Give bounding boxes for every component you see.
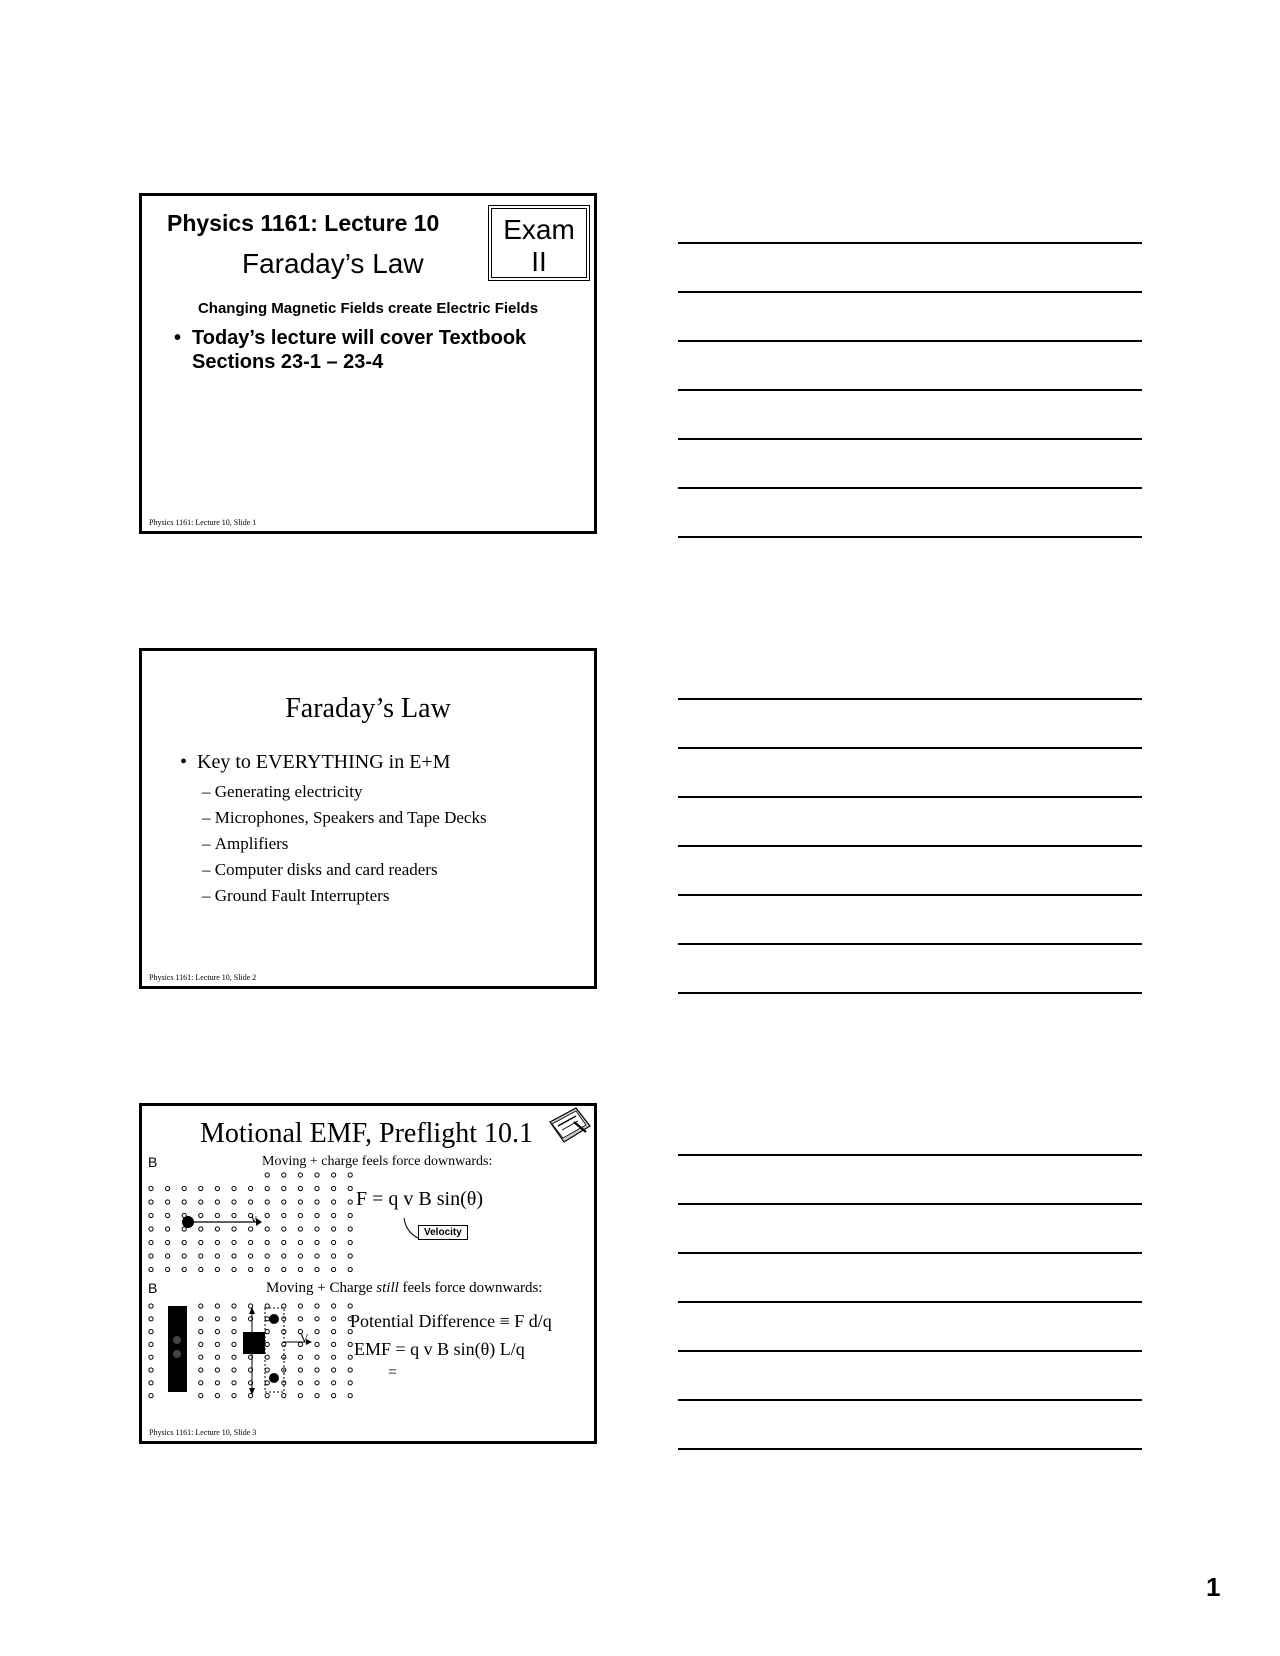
field-dot (298, 1186, 302, 1190)
field-dot (332, 1304, 336, 1308)
note-line (678, 796, 1142, 798)
slide-title: Faraday’s Law (285, 693, 451, 724)
field-dot (199, 1330, 203, 1334)
field-dot (265, 1173, 269, 1177)
sub-bullet-item: – Computer disks and card readers (202, 860, 438, 879)
field-dot (332, 1227, 336, 1231)
field-dot (232, 1227, 236, 1231)
field-dot (265, 1368, 269, 1372)
field-dot (149, 1381, 153, 1385)
bullet-item (180, 751, 451, 774)
field-dot (249, 1240, 253, 1244)
field-dot (315, 1330, 319, 1334)
field-dot (182, 1227, 186, 1231)
field-dot (232, 1355, 236, 1359)
field-dot (332, 1355, 336, 1359)
sub-bullet-list (202, 779, 487, 909)
sub-bullet-item: – Generating electricity (202, 782, 363, 801)
field-dot (298, 1267, 302, 1271)
note-line (678, 1154, 1142, 1156)
field-dot (332, 1173, 336, 1177)
exam-badge-line2: II (531, 246, 547, 277)
field-dot (232, 1368, 236, 1372)
field-dot (182, 1254, 186, 1258)
field-dot (332, 1240, 336, 1244)
field-dot (282, 1267, 286, 1271)
field-dot (315, 1200, 319, 1204)
slide-title: Motional EMF, Preflight 10.1 (200, 1118, 533, 1149)
charge-in-bar (173, 1336, 181, 1344)
field-dot (298, 1304, 302, 1308)
v-label-bottom: V (300, 1331, 309, 1345)
field-dot (298, 1394, 302, 1398)
field-dot (348, 1254, 352, 1258)
field-dot (215, 1355, 219, 1359)
field-dot (265, 1186, 269, 1190)
field-dot (332, 1213, 336, 1217)
field-dot (298, 1240, 302, 1244)
field-dot (315, 1355, 319, 1359)
field-dot (265, 1200, 269, 1204)
field-dot (199, 1200, 203, 1204)
course-title: Physics 1161: Lecture 10 (167, 210, 440, 236)
charge-plus-end (269, 1314, 279, 1324)
field-dot (265, 1355, 269, 1359)
note-line (678, 845, 1142, 847)
bullet-icon: • (180, 751, 198, 773)
field-dot (199, 1394, 203, 1398)
field-dot (149, 1186, 153, 1190)
bullet-text: Key to EVERYTHING in E+M (197, 751, 451, 773)
field-dot (315, 1342, 319, 1346)
field-dot (199, 1254, 203, 1258)
conducting-bar (168, 1306, 187, 1392)
field-dot (265, 1304, 269, 1308)
field-dot (166, 1267, 170, 1271)
slide-footer: Physics 1161: Lecture 10, Slide 3 (149, 1428, 257, 1437)
field-dot (199, 1267, 203, 1271)
field-dot (315, 1381, 319, 1385)
field-dot (265, 1394, 269, 1398)
field-dot (348, 1213, 352, 1217)
field-dot (348, 1394, 352, 1398)
emf-formula: EMF = q v B sin(θ) L/q (354, 1339, 525, 1359)
field-dot (315, 1254, 319, 1258)
slide-footer: Physics 1161: Lecture 10, Slide 1 (149, 518, 257, 527)
field-dot (215, 1330, 219, 1334)
field-dot (232, 1317, 236, 1321)
field-dot (215, 1267, 219, 1271)
note-line (678, 1252, 1142, 1254)
field-dot (315, 1267, 319, 1271)
field-dot (249, 1227, 253, 1231)
field-dot (282, 1240, 286, 1244)
field-dot (199, 1227, 203, 1231)
field-dot (282, 1227, 286, 1231)
field-dot (265, 1342, 269, 1346)
field-dot (348, 1267, 352, 1271)
field-dot (166, 1240, 170, 1244)
note-line (678, 1203, 1142, 1205)
field-dot (348, 1355, 352, 1359)
field-dot (332, 1394, 336, 1398)
field-dot (149, 1267, 153, 1271)
field-dot (149, 1368, 153, 1372)
moving-bar-block (243, 1332, 265, 1354)
field-dot (249, 1254, 253, 1258)
note-line (678, 943, 1142, 945)
field-dot (149, 1355, 153, 1359)
field-dot (265, 1267, 269, 1271)
field-dot (199, 1240, 203, 1244)
note-line (678, 438, 1142, 440)
field-dot (149, 1394, 153, 1398)
field-dot (298, 1355, 302, 1359)
sub-bullet-item: – Ground Fault Interrupters (202, 886, 390, 905)
note-line (678, 487, 1142, 489)
field-dot (348, 1186, 352, 1190)
field-dot (215, 1213, 219, 1217)
field-dot (282, 1394, 286, 1398)
field-dot (215, 1394, 219, 1398)
field-dot (232, 1330, 236, 1334)
field-dot (215, 1304, 219, 1308)
exam-badge-line1: Exam (503, 214, 575, 245)
field-dot (332, 1368, 336, 1372)
field-dot (282, 1173, 286, 1177)
field-dot (182, 1240, 186, 1244)
note-line (678, 747, 1142, 749)
field-dot (166, 1186, 170, 1190)
velocity-callout: Velocity (418, 1225, 468, 1240)
field-dot (215, 1254, 219, 1258)
field-dot (199, 1317, 203, 1321)
field-dot (265, 1227, 269, 1231)
field-dot (332, 1342, 336, 1346)
field-dot (315, 1173, 319, 1177)
field-dot (166, 1227, 170, 1231)
field-dot (149, 1317, 153, 1321)
field-dot (215, 1342, 219, 1346)
slide-footer: Physics 1161: Lecture 10, Slide 2 (149, 973, 257, 982)
field-dot (232, 1186, 236, 1190)
field-dot (315, 1240, 319, 1244)
note-line (678, 1399, 1142, 1401)
note-line (678, 340, 1142, 342)
emf-continuation: = (388, 1364, 398, 1381)
field-dot (166, 1200, 170, 1204)
field-dot (232, 1394, 236, 1398)
note-line (678, 894, 1142, 896)
field-dot (332, 1254, 336, 1258)
field-dot (315, 1227, 319, 1231)
field-dot (232, 1200, 236, 1204)
field-dot (298, 1317, 302, 1321)
field-dot (332, 1267, 336, 1271)
field-dot (182, 1186, 186, 1190)
note-line (678, 1350, 1142, 1352)
field-dot (298, 1173, 302, 1177)
field-dot (215, 1317, 219, 1321)
field-dot (215, 1368, 219, 1372)
field-dot (149, 1227, 153, 1231)
field-dot (149, 1213, 153, 1217)
field-dot (199, 1355, 203, 1359)
field-dot (332, 1381, 336, 1385)
field-dot (315, 1213, 319, 1217)
field-dot (315, 1186, 319, 1190)
bullet-item (174, 326, 574, 374)
field-dot (149, 1200, 153, 1204)
field-dot (215, 1186, 219, 1190)
note-line (678, 536, 1142, 538)
field-dot (298, 1200, 302, 1204)
field-dot (149, 1254, 153, 1258)
field-dot (298, 1213, 302, 1217)
field-dot (348, 1173, 352, 1177)
field-label-b-bottom: B (148, 1280, 158, 1296)
slide-subtitle: Changing Magnetic Fields create Electric Fields (197, 300, 539, 317)
field-dot (348, 1200, 352, 1204)
note-line (678, 291, 1142, 293)
field-dot (232, 1254, 236, 1258)
field-dot (348, 1342, 352, 1346)
field-dot (232, 1304, 236, 1308)
field-dot (149, 1342, 153, 1346)
field-dot (199, 1342, 203, 1346)
exam-badge (488, 205, 590, 281)
field-dot (348, 1368, 352, 1372)
velocity-leader (404, 1218, 418, 1238)
field-dot (332, 1330, 336, 1334)
field-dot (232, 1267, 236, 1271)
field-dot (232, 1381, 236, 1385)
field-dot (249, 1200, 253, 1204)
field-dot (332, 1317, 336, 1321)
field-dot (332, 1200, 336, 1204)
field-dot (199, 1381, 203, 1385)
field-dot (298, 1254, 302, 1258)
field-dot (265, 1254, 269, 1258)
field-dot (166, 1213, 170, 1217)
note-line (678, 1448, 1142, 1450)
field-dot (282, 1213, 286, 1217)
field-dot (149, 1330, 153, 1334)
field-dot (315, 1304, 319, 1308)
field-dot (332, 1186, 336, 1190)
note-line (678, 389, 1142, 391)
field-dot (265, 1213, 269, 1217)
note-line (678, 1301, 1142, 1303)
field-dot (232, 1342, 236, 1346)
field-dot (348, 1381, 352, 1385)
field-dot (265, 1317, 269, 1321)
bullet-icon: • (174, 327, 182, 349)
slide-title: Faraday’s Law (242, 248, 424, 279)
field-dot (315, 1394, 319, 1398)
note-line (678, 992, 1142, 994)
field-dot (348, 1227, 352, 1231)
field-dot (199, 1368, 203, 1372)
potential-formula: Potential Difference ≡ F d/q (350, 1311, 552, 1331)
field-dot (215, 1381, 219, 1385)
field-dot (215, 1240, 219, 1244)
field-dot (149, 1304, 153, 1308)
bullet-text: Today’s lecture will cover Textbook Sections 23-1 – 23-4 (192, 327, 527, 373)
field-dot (265, 1240, 269, 1244)
field-dot (199, 1186, 203, 1190)
field-dot (282, 1254, 286, 1258)
field-dot (348, 1240, 352, 1244)
caption-bottom: Moving + Charge still feels force downwards: (266, 1280, 543, 1296)
field-dot (166, 1254, 170, 1258)
preflight-icon (550, 1108, 590, 1142)
field-dot (232, 1240, 236, 1244)
field-label-b-top: B (148, 1154, 158, 1170)
field-dot (249, 1267, 253, 1271)
slide-1 (139, 193, 597, 534)
field-dot (199, 1213, 203, 1217)
note-line (678, 242, 1142, 244)
field-dot (182, 1267, 186, 1271)
field-dot (315, 1368, 319, 1372)
field-dot (282, 1304, 286, 1308)
field-dot (215, 1227, 219, 1231)
caption-top: Moving + charge feels force downwards: (262, 1154, 493, 1169)
field-dot (149, 1240, 153, 1244)
field-dot (298, 1368, 302, 1372)
force-formula: F = q v B sin(θ) (356, 1188, 483, 1210)
field-dot (265, 1381, 269, 1385)
field-dot (298, 1381, 302, 1385)
field-dot (282, 1186, 286, 1190)
field-dot (249, 1186, 253, 1190)
field-dot (232, 1213, 236, 1217)
page-number: 1 (1206, 1572, 1221, 1602)
field-dot (265, 1330, 269, 1334)
field-dot (348, 1304, 352, 1308)
field-dot (215, 1200, 219, 1204)
v-label-top: v (251, 1211, 257, 1225)
field-dot (298, 1227, 302, 1231)
slide-2 (139, 648, 597, 989)
field-dot (199, 1304, 203, 1308)
field-dot (282, 1200, 286, 1204)
slide-3 (139, 1103, 597, 1444)
sub-bullet-item: – Microphones, Speakers and Tape Decks (202, 808, 487, 827)
sub-bullet-item: – Amplifiers (202, 834, 289, 853)
charge-minus-end (269, 1373, 279, 1383)
field-dot (315, 1317, 319, 1321)
note-line (678, 698, 1142, 700)
charge-in-bar (173, 1350, 181, 1358)
field-dot (182, 1200, 186, 1204)
